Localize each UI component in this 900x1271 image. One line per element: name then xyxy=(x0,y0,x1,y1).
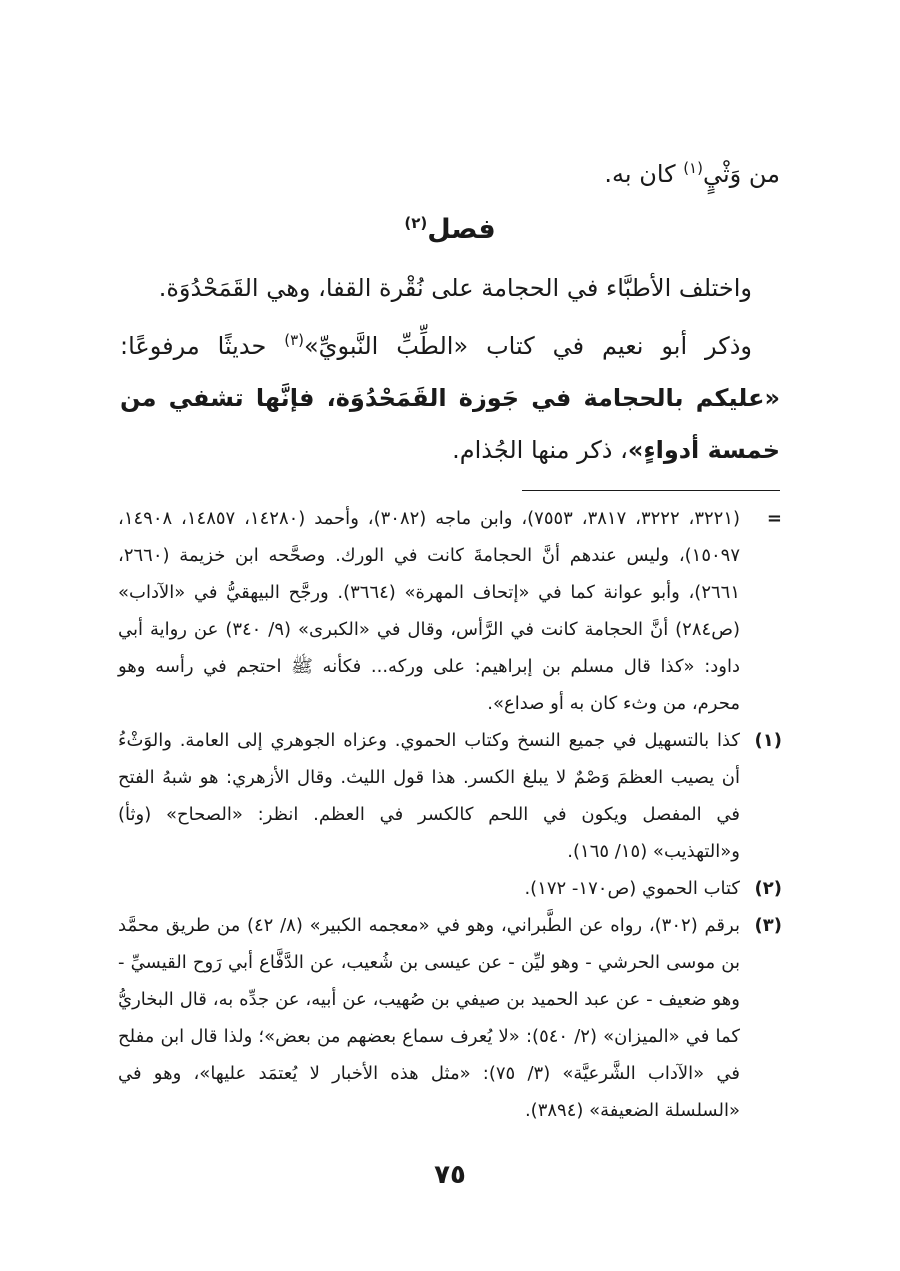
footnote-marker: (١) xyxy=(754,730,782,751)
footnote-text: كذا بالتسهيل في جميع النسخ وكتاب الحموي. وعزاه الجوهري إلى العامة. والوَثْءُ أن يصيب العظمَ وَصْمٌ لا يبلغ الكسر. هذا قول الليث. وقال الأزهري: هو شبهُ الفتح في المفصل ويكون في اللحم كالكسر في العظم. انظر: «الصحاح» (وثأ) و«التهذيب» (١٥/ ١٦٥). xyxy=(118,730,740,862)
paragraph-2-start: وذكر أبو نعيم في كتاب «الطِّبِّ النَّبويِّ» xyxy=(303,332,752,360)
footnote-continued xyxy=(118,500,782,722)
paragraph-2 xyxy=(120,320,780,476)
footnote-ref-1: (١) xyxy=(683,159,703,177)
footnote-marker: (٣) xyxy=(754,915,782,936)
footnote-marker: = xyxy=(766,508,782,529)
footnote-1 xyxy=(118,722,782,870)
footnote-separator xyxy=(522,490,780,491)
continued-line-end: كان به. xyxy=(604,160,684,188)
footnote-marker: (٢) xyxy=(754,878,782,899)
continued-line-start: من وَثْيٍ xyxy=(702,160,780,188)
section-heading xyxy=(120,204,780,256)
footnote-3 xyxy=(118,907,782,1129)
hadith-quote: «عليكم بالحجامة في جَوزة القَمَحْدُوَة، فإنَّها تشفي من خمسة أدواءٍ» xyxy=(120,384,780,464)
paragraph-2-mid: حديثًا مرفوعًا: xyxy=(120,332,285,360)
footnote-text: كتاب الحموي (ص١٧٠- ١٧٢). xyxy=(524,878,740,899)
paragraph-1: واختلف الأطبَّاء في الحجامة على نُقْرة القفا، وهي القَمَحْدُوَة. xyxy=(158,274,752,302)
footnote-text: (٣٢٢١، ٣٢٢٢، ٣٨١٧، ٧٥٥٣)، وابن ماجه (٣٠٨٢)، وأحمد (١٤٢٨٠، ١٤٨٥٧، ١٤٩٠٨، ١٥٠٩٧)، وليس عندهم أنَّ الحجامةَ كانت في الورك. وصحَّحه ابن خزيمة (٢٦٦٠، ٢٦٦١)، وأبو عوانة كما في «إتحاف المهرة» (٣٦٦٤). ورجَّح البيهقيُّ في «الآداب» (ص٢٨٤) أنَّ الحجامة كانت في الرَّأس، وقال في «الكبرى» (٩/ ٣٤٠) عن رواية أبي داود: «كذا قال مسلم بن إبراهيم: على وركه... فكأنه ﷺ احتجم في رأسه وهو محرم، من وثء كان به أو صداع». xyxy=(118,508,741,714)
main-text xyxy=(120,148,780,476)
footnote-2 xyxy=(118,870,782,907)
continued-line xyxy=(120,148,780,200)
section-heading-text: فصل xyxy=(427,214,496,245)
footnotes xyxy=(118,500,782,1129)
page-number: ٧٥ xyxy=(434,1160,466,1190)
footnote-ref-3: (٣) xyxy=(284,331,304,349)
paragraph-2-end: ، ذكر منها الجُذام. xyxy=(452,436,628,464)
footnote-text: برقم (٣٠٢)، رواه عن الطَّبراني، وهو في «معجمه الكبير» (٨/ ٤٢) من طريق محمَّد بن موسى الحرشي - وهو ليِّن - عن عيسى بن شُعيب، عن الدَّفَّاع أبي رَوح القيسيِّ - وهو ضعيف - عن عبد الحميد بن صيفي بن صُهيب، عن أبيه، عن جدِّه به، قال البخاريُّ كما في «الميزان» (٢/ ٥٤٠): «لا يُعرف سماع بعضهم من بعض»؛ ولذا قال ابن مفلح في «الآداب الشَّرعيَّة» (٣/ ٧٥): «مثل هذه الأخبار لا يُعتمَد عليها»، وهو في «السلسلة الضعيفة» (٣٨٩٤). xyxy=(118,915,740,1121)
footnote-ref-2: (٢) xyxy=(404,214,428,232)
